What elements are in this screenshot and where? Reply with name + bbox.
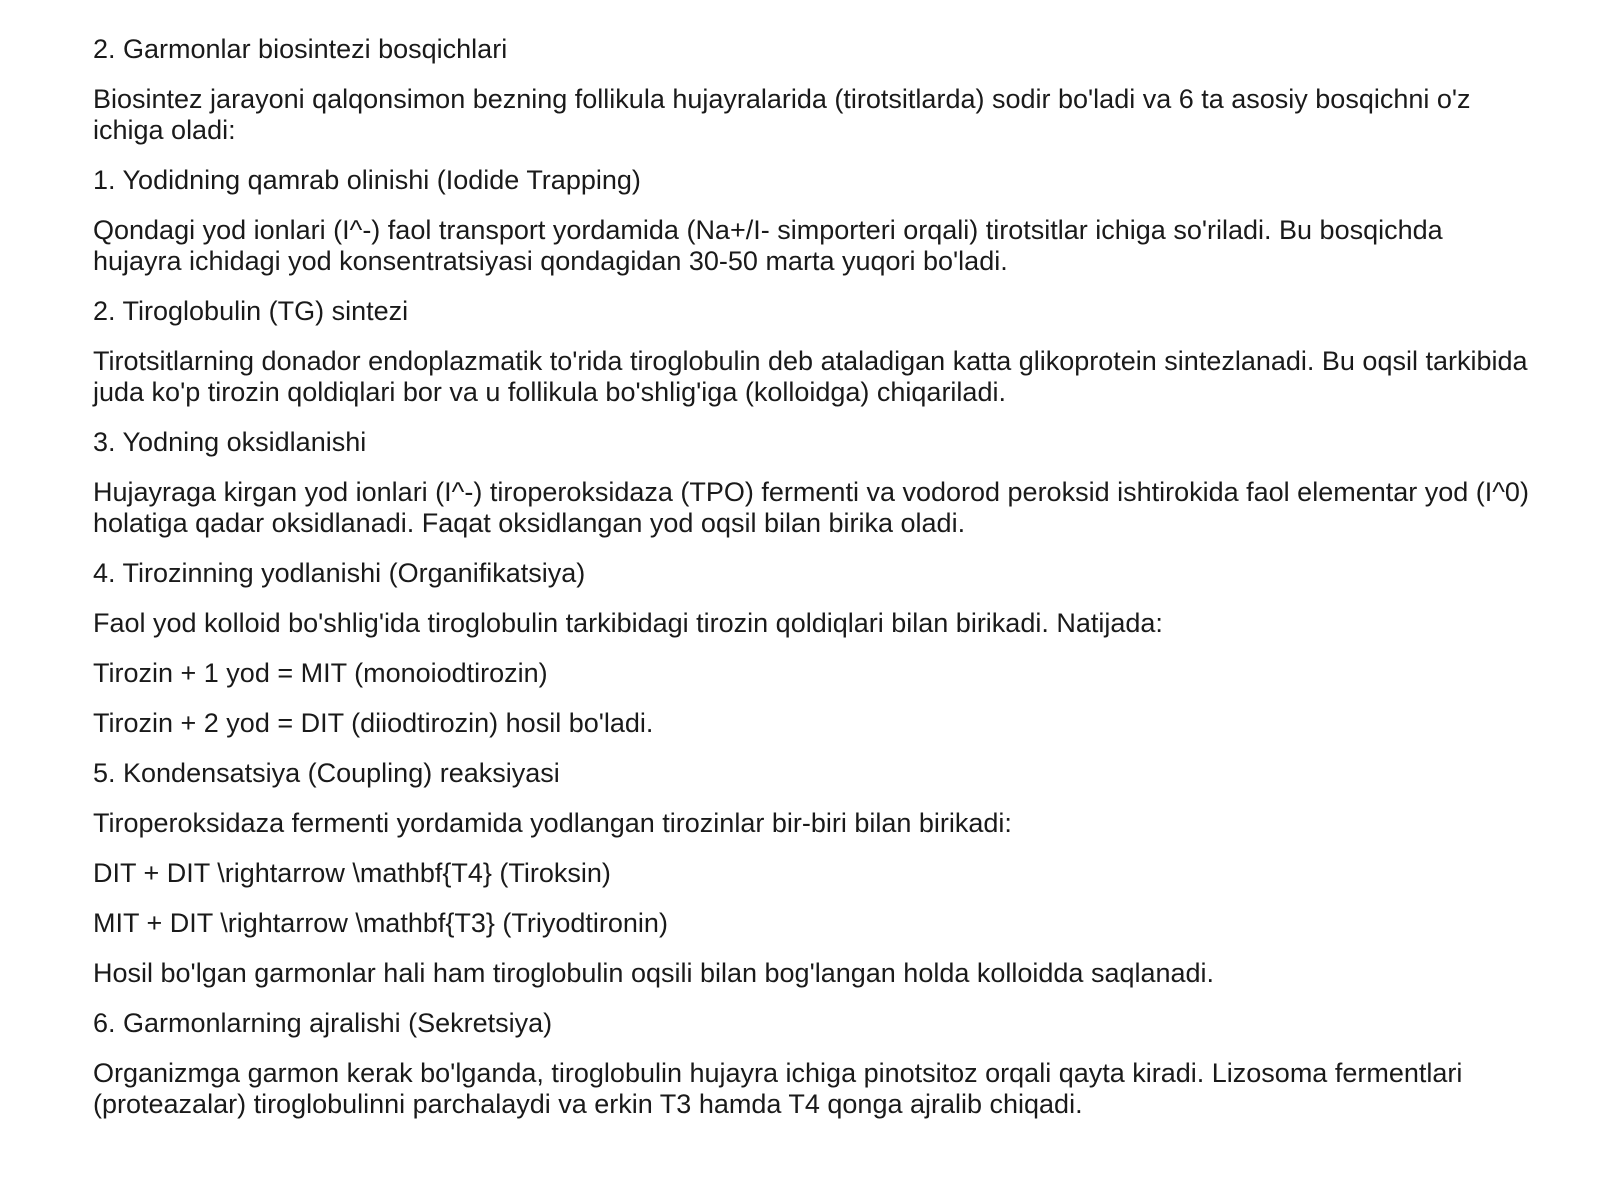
t3-formula: MIT + DIT \rightarrow \mathbf{T3} (Triyodtironin) (93, 908, 668, 938)
intro-paragraph: Biosintez jarayoni qalqonsimon bezning follikula hujayralarida (tirotsitlarda) sodir bo'ladi va 6 ta asosiy bosqichni o'z ichiga oladi: (93, 84, 1471, 145)
step-4-text: Faol yod kolloid bo'shlig'ida tiroglobulin tarkibidagi tirozin qoldiqlari bilan birikadi. Natijada: (93, 608, 1163, 638)
step-2-text: Tirotsitlarning donador endoplazmatik to'rida tiroglobulin deb ataladigan katta glikoprotein sintezlanadi. Bu oqsil tarkibida juda ko'p tirozin qoldiqlari bor va u follikula bo'shlig'iga (kolloidga) chiqariladi. (93, 346, 1528, 407)
step-3-heading: 3. Yodning oksidlanishi (93, 427, 367, 457)
step-3-text: Hujayraga kirgan yod ionlari (I^-) tiroperoksidaza (TPO) fermenti va vodorod peroksid ishtirokida faol elementar yod (I^0) holatiga qadar oksidlanadi. Faqat oksidlangan yod oqsil bilan birika oladi. (93, 477, 1529, 538)
step-6-text: Organizmga garmon kerak bo'lganda, tiroglobulin hujayra ichiga pinotsitoz orqali qayta kiradi. Lizosoma fermentlari (proteazalar) tiroglobulinni parchalaydi va erkin T3 hamda T4 qonga ajralib chiqadi. (93, 1058, 1463, 1119)
step-2-heading: 2. Tiroglobulin (TG) sintezi (93, 296, 409, 326)
t4-formula: DIT + DIT \rightarrow \mathbf{T4} (Tiroksin) (93, 858, 611, 888)
document-body (93, 34, 1533, 1139)
step-6-heading: 6. Garmonlarning ajralishi (Sekretsiya) (93, 1008, 553, 1038)
mit-formula: Tirozin + 1 yod = MIT (monoiodtirozin) (93, 658, 548, 688)
section-title: 2. Garmonlar biosintezi bosqichlari (93, 34, 508, 64)
step-1-heading: 1. Yodidning qamrab olinishi (Iodide Trapping) (93, 165, 641, 195)
step-5-heading: 5. Kondensatsiya (Coupling) reaksiyasi (93, 758, 560, 788)
step-5-text: Tiroperoksidaza fermenti yordamida yodlangan tirozinlar bir-biri bilan birikadi: (93, 808, 1012, 838)
step-5-note: Hosil bo'lgan garmonlar hali ham tiroglobulin oqsili bilan bog'langan holda kolloidda saqlanadi. (93, 958, 1215, 988)
step-4-heading: 4. Tirozinning yodlanishi (Organifikatsiya) (93, 558, 586, 588)
dit-formula: Tirozin + 2 yod = DIT (diiodtirozin) hosil bo'ladi. (93, 708, 654, 738)
step-1-text: Qondagi yod ionlari (I^-) faol transport yordamida (Na+/I- simporteri orqali) tirotsitlar ichiga so'riladi. Bu bosqichda hujayra ichidagi yod konsentratsiyasi qondagidan 30-50 marta yuqori bo'ladi. (93, 215, 1443, 276)
